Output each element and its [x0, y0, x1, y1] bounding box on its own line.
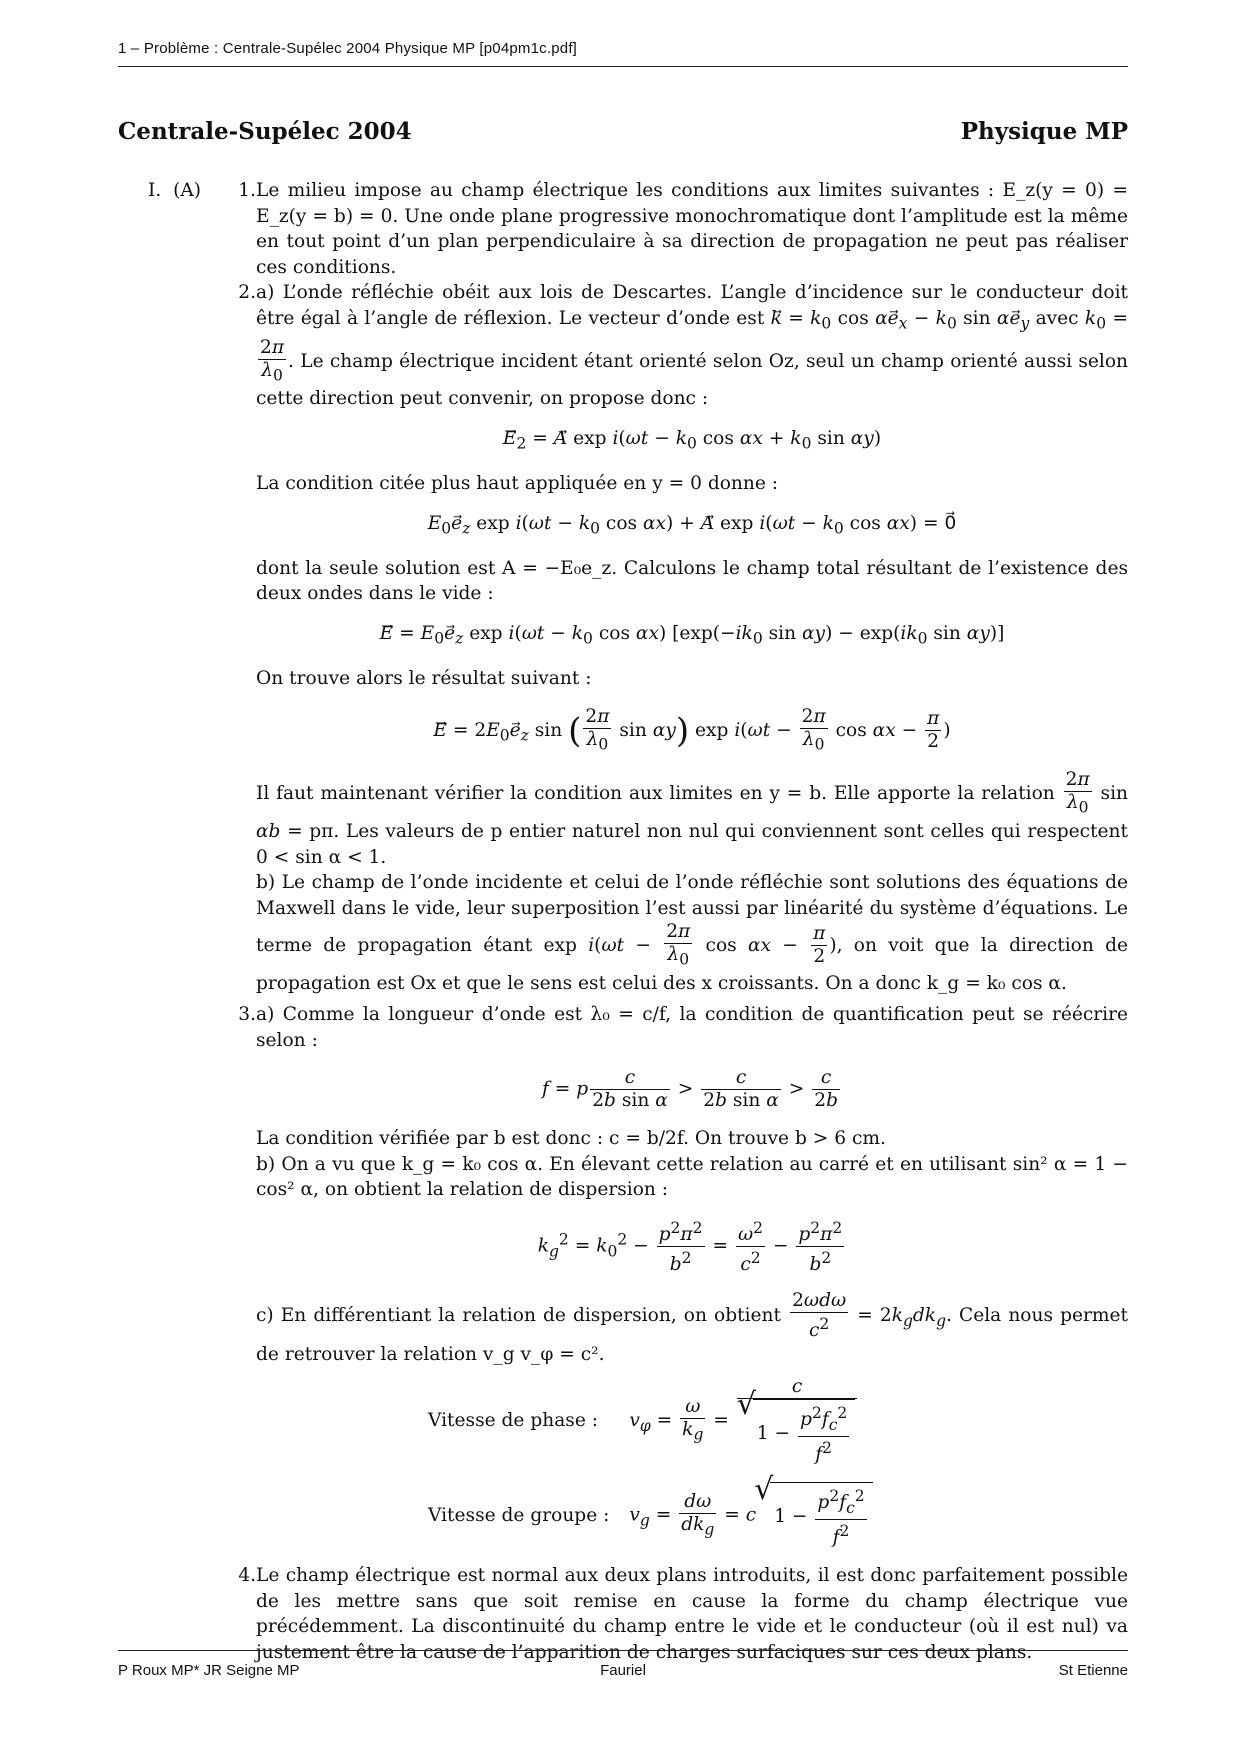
equation: $k_g^2 = k_0^2$ − $\frac{p^2\pi^2}{b^2}$ = $\frac{\omega^2}{c^2}$ − $\frac{p^2\pi^2}{b^2}$ [537, 1218, 843, 1276]
phase-velocity-formula: $v_\varphi$ = $\frac{\omega}{k_g}$ = c √ 1 − $\frac{p^2f_c^2}{f^2}$ [619, 1368, 882, 1474]
section-label: I. (A) [148, 180, 202, 201]
footer-rule [118, 1650, 1128, 1651]
group-velocity-label: Vitesse de groupe : [428, 1504, 610, 1526]
equation: E⃗ = $2E_0e_z$ sin ( $\frac{2\pi}{\lambda_0}$ sin αy) exp i(ωt − $\frac{2\pi}{\lambda_0}$ cos αx − $\frac{\pi}{2}$ ) [433, 705, 951, 754]
group-velocity-formula: $v_g$ = $\frac{d\omega}{dk_g}$ = c√ 1 − $\frac{p^2f_c^2}{f^2}$ [619, 1474, 882, 1557]
item-number: 3. [238, 1004, 256, 1026]
item-number: 4. [238, 1565, 256, 1586]
paragraph: c) En différentiant la relation de dispersion, on obtient $\frac{\text{2ωdω}}{c^2}$ = $2k_gdk_g$. Cela nous permet de retrouver la relation v_g v_φ = c². [256, 1290, 1128, 1366]
document-subject: Physique MP [960, 118, 1128, 145]
solution-body [118, 178, 1128, 1665]
paragraph: a) L’onde réfléchie obéit aux lois de Descartes. L’angle d’incidence sur le conducteur doit être égal à l’angle de réflexion. Le vecteur d’onde est k⃗ = $k_0$ $\cos \alpha e_x - k_0$ $\sin \alpha e_y$ avec $k_0$ = $\frac{2\pi}{\lambda_0}$ . Le champ électrique incident étant orienté selon Oz, seul un champ orienté aussi selon cette direction peut convenir, on propose donc : [256, 282, 1128, 410]
item-1 [118, 178, 1128, 280]
phase-velocity-label: Vitesse de phase : [428, 1410, 599, 1432]
paragraph: Le milieu impose au champ électrique les conditions aux limites suivantes : E_z(y = 0) = E_z(y = b) = 0. Une onde plane progressive monochromatique dont l’amplitude est la même en tout point d’un plan perpendiculaire à sa direction de propagation ne peut pas réaliser ces conditions. [256, 180, 1128, 278]
footer-city: St Etienne [1058, 1662, 1128, 1679]
equation: E⃗ = $E_0e_z$ $\exp i(\omega t - k_0$ cos αx) [$\exp(-ik_0$ $\sin \alpha y) - \exp(ik_0$ sin αy)] [379, 622, 1005, 648]
equation: $E_2$ = A⃗ $\exp i(\omega t - k_0$ $\cos \alpha x + k_0$ sin αy) [502, 427, 882, 453]
paragraph: a) Comme la longueur d’onde est λ₀ = c/f, la condition de quantification peut se réécrire selon : [256, 1004, 1128, 1051]
paragraph: La condition citée plus haut appliquée en y = 0 donne : [256, 473, 779, 495]
paragraph: Le champ électrique est normal aux deux plans introduits, il est donc parfaitement possible de les mettre sans que soit remise en cause la forme du champ électrique vue précédemment. La discontinuité du champ entre le vide et le conducteur (où il est nul) va justement être la cause de l’apparition de charges surfaciques sur ces deux plans. [256, 1565, 1128, 1663]
paragraph: Il faut maintenant vérifier la condition aux limites en y = b. Elle apporte la relation $\frac{2\pi}{\lambda_0}$ sin αb = pπ. Les valeurs de p entier naturel non nul qui conviennent sont celles qui respectent 0 < sin α < 1. b) Le champ de l’onde incidente et celui de l’onde réfléchie sont solutions des équations de Maxwell dans le vide, leur superposition l’est aussi par linéarité du système d’équations. Le terme de propagation étant exp i(ωt − $\frac{2\pi}{\lambda_0}$ cos αx − $\frac{\pi}{2}$ ), on voit que la direction de propagation est Ox et que le sens est celui des x croissants. On a donc k_g = k₀ cos α. [256, 769, 1128, 994]
footer-authors: P Roux MP* JR Seigne MP [118, 1662, 300, 1679]
paragraph: dont la seule solution est A = −E₀e_z. Calculons le champ total résultant de l’existence des deux ondes dans le vide : [256, 557, 1128, 605]
item-2 [118, 280, 1128, 996]
document-title: Centrale-Supélec 2004 [118, 118, 412, 145]
velocity-table [418, 1368, 883, 1557]
footer-school: Fauriel [600, 1662, 646, 1679]
paragraph: On trouve alors le résultat suivant : [256, 668, 592, 690]
equation: $E_0e_z$ $\exp i(\omega t - k_0$ cos αx) + A⃗ $\exp i(\omega t - k_0$ cos αx) = 0⃗ [427, 512, 957, 538]
item-3 [118, 1002, 1128, 1557]
item-number: 1. [238, 180, 256, 201]
paragraph: b) On a vu que k_g = k₀ cos α. En élevant cette relation au carré et en utilisant sin² α = 1 − cos² α, on obtient la relation de dispersion : [256, 1153, 1128, 1201]
paragraph: La condition vérifiée par b est donc : c = b/2f. On trouve b > 6 cm. [256, 1128, 886, 1150]
running-header: 1 – Problème : Centrale-Supélec 2004 Physique MP [p04pm1c.pdf] [118, 40, 578, 57]
item-number: 2. [238, 282, 256, 303]
header-rule [118, 66, 1128, 67]
equation: f = p $\frac{c}{\text{2b sin α}}$ > $\frac{c}{\text{2b sin α}}$ > $\frac{c}{2b}$ [542, 1067, 838, 1112]
